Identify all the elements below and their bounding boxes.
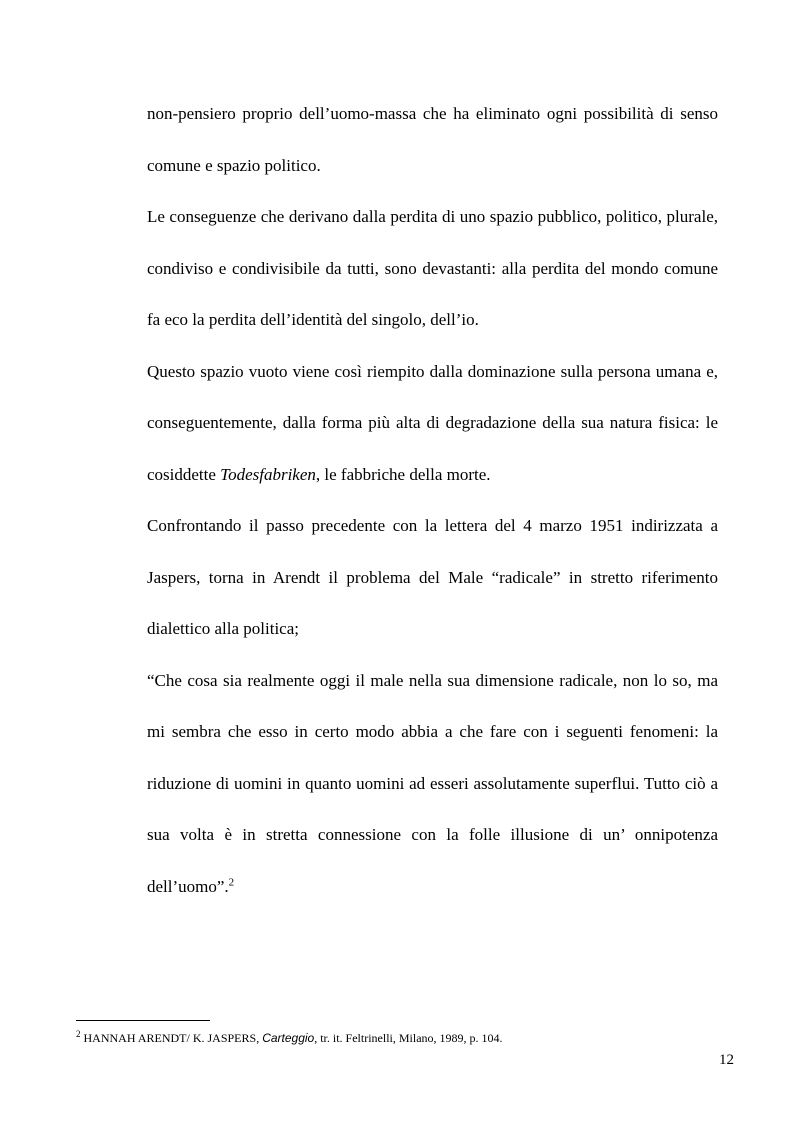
footnote-authors: HANNAH ARENDT/ K. JASPERS,: [83, 1031, 263, 1045]
footnote-number: 2: [76, 1029, 81, 1039]
paragraph-3-italic-term: Todesfabriken: [220, 464, 316, 484]
paragraph-1: [147, 88, 718, 191]
footnote: [76, 1030, 756, 1046]
paragraph-2: [147, 191, 718, 346]
paragraph-3-text-after: , le fabbriche della morte.: [315, 464, 491, 484]
footnote-title: Carteggio: [262, 1031, 315, 1045]
paragraph-2-text: Le conseguenze che derivano dalla perdita di uno spazio pubblico, politico, plurale, condiviso e condivisibile da tutti, sono devastanti: alla perdita del mondo comune fa eco la perdita dell’identità del singolo, dell’io.: [147, 207, 718, 329]
paragraph-4-text: Confrontando il passo precedente con la lettera del 4 marzo 1951 indirizzata a Jaspers, torna in Arendt il problema del Male “radicale” in stretto riferimento dialettico alla politica;: [147, 516, 718, 638]
paragraph-5-text: “Che cosa sia realmente oggi il male nella sua dimensione radicale, non lo so, ma mi sembra che esso in certo modo abbia a che fare con i seguenti fenomeni: la riduzione di uomini in quanto uomini ad esseri assolutamente superflui. Tutto ciò a sua volta è in stretta connessione con la folle illusione di un’ onnipotenza dell’uomo”.: [147, 670, 718, 896]
paragraph-4: [147, 500, 718, 655]
body-text: [147, 88, 718, 912]
paragraph-3-text-before: Questo spazio vuoto viene così riempito dalla dominazione sulla persona umana e, conseguentemente, dalla forma più alta di degradazione della sua natura fisica: le cosiddette: [147, 361, 718, 484]
footnote-details: , tr. it. Feltrinelli, Milano, 1989, p. 104.: [314, 1031, 503, 1045]
paragraph-3: [147, 346, 718, 501]
footnote-reference[interactable]: 2: [228, 875, 235, 888]
paragraph-5-quotation: [147, 655, 718, 913]
footnote-separator: [76, 1020, 210, 1021]
page-number: 12: [719, 1052, 734, 1068]
paragraph-1-text: non-pensiero proprio dell’uomo-massa che ha eliminato ogni possibilità di senso comune e spazio politico.: [147, 104, 718, 175]
